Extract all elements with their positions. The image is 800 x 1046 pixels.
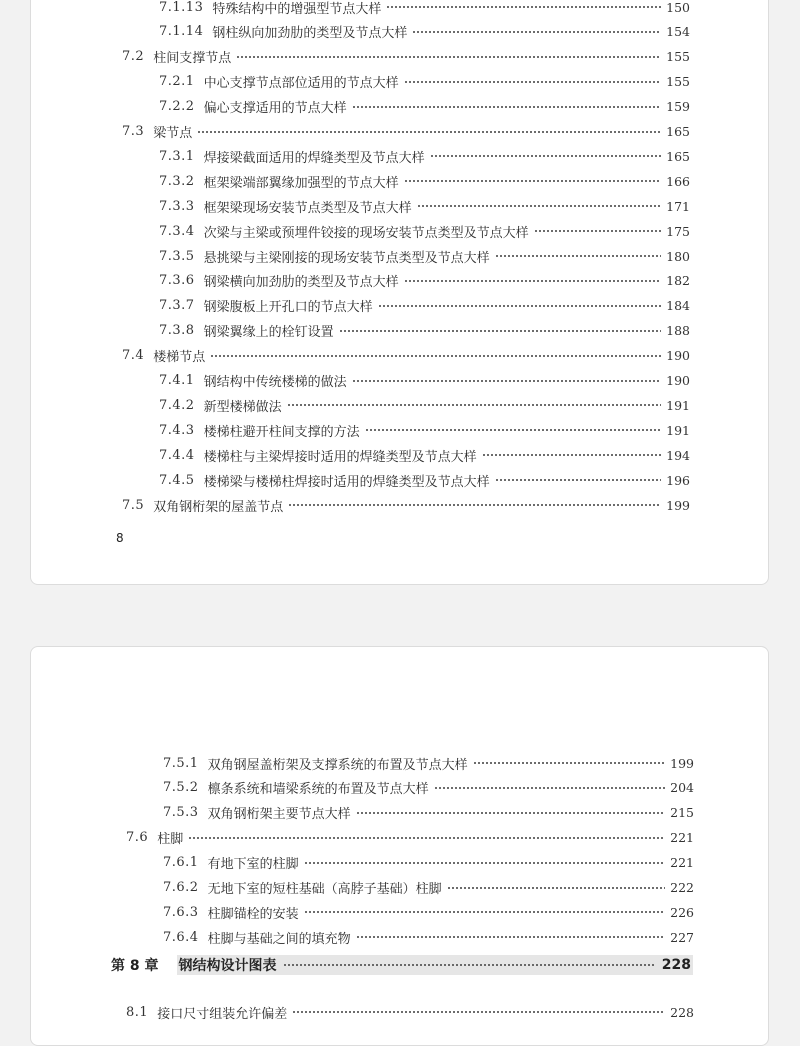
toc-number: 7.4.4: [159, 447, 195, 463]
leader-dots: [210, 351, 661, 361]
toc-subsection-entry[interactable]: [159, 145, 690, 167]
toc-subsection-entry[interactable]: [159, 71, 690, 93]
toc-page-number: 154: [666, 24, 690, 40]
toc-title: 檩条系统和墙梁系统的布置及节点大样: [207, 782, 429, 798]
toc-number: 7.6.2: [163, 880, 199, 895]
leader-dots: [430, 151, 662, 161]
leader-dots: [287, 400, 662, 410]
leader-dots: [404, 77, 662, 87]
leader-dots: [482, 450, 662, 460]
toc-title: 偏心支撑适用的节点大样: [203, 101, 347, 117]
toc-page-number: 190: [666, 373, 690, 388]
toc-subsection-entry[interactable]: [159, 295, 690, 317]
leader-dots: [495, 475, 662, 485]
toc-title: 双角钢桁架的屋盖节点: [153, 499, 284, 515]
leader-dots: [356, 808, 666, 818]
toc-subsection-entry[interactable]: [159, 220, 690, 242]
toc-title: 楼梯梁与楼梯柱焊接时适用的焊缝类型及节点大样: [203, 474, 490, 490]
toc-title: 钢梁腹板上开孔口的节点大样: [203, 300, 373, 316]
toc-page-number: 226: [670, 904, 694, 920]
leader-dots: [404, 276, 662, 286]
toc-number: 7.4.5: [159, 472, 195, 488]
toc-page-number: 159: [666, 99, 690, 115]
toc-page-number: 155: [666, 74, 690, 90]
toc-subsection-entry[interactable]: [163, 877, 694, 899]
leader-dots: [197, 127, 661, 137]
toc-number: 7.3.5: [159, 248, 195, 264]
toc-number: 7.3.2: [159, 173, 195, 189]
toc-page-number: 171: [666, 198, 690, 214]
toc-subsection-entry[interactable]: [159, 394, 690, 416]
toc-title: 柱脚锚栓的安装: [207, 906, 299, 922]
toc-title: 钢梁横向加劲肋的类型及节点大样: [203, 275, 399, 291]
toc-title: 梁节点: [153, 126, 193, 141]
toc-number: 7.4.3: [159, 422, 195, 438]
toc-page-number: 196: [666, 472, 690, 488]
toc-title: 次梁与主梁或预埋件铰接的现场安装节点类型及节点大样: [203, 225, 529, 241]
toc-page-number: 194: [666, 447, 690, 463]
leader-dots: [236, 52, 661, 62]
toc-title: 双角钢屋盖桁架及支撑系统的布置及节点大样: [207, 757, 468, 773]
toc-number: 7.4: [122, 348, 145, 364]
toc-title: 特殊结构中的增强型节点大样: [212, 1, 382, 17]
toc-page-number: 166: [666, 173, 690, 189]
leader-dots: [434, 783, 666, 793]
leader-dots: [417, 201, 662, 211]
toc-number: 7.2.1: [159, 74, 195, 90]
toc-title: 中心支撑节点部位适用的节点大样: [203, 76, 399, 92]
toc-section-entry[interactable]: [122, 494, 690, 516]
toc-title: 焊接梁截面适用的焊缝类型及节点大样: [203, 150, 425, 166]
toc-number: 7.3: [122, 124, 145, 139]
toc-page-number: 199: [670, 755, 694, 771]
toc-title: 无地下室的短柱基础（高脖子基础）柱脚: [207, 882, 442, 897]
toc-subsection-entry[interactable]: [163, 901, 694, 923]
toc-number: 7.4.2: [159, 397, 195, 413]
toc-number: 7.2.2: [159, 99, 195, 115]
toc-page-number: 182: [666, 273, 690, 289]
toc-number: 7.5.2: [163, 780, 199, 796]
toc-number: 8.1: [126, 1004, 149, 1020]
toc-page-number: 155: [666, 49, 690, 65]
toc-page-number: 184: [666, 298, 690, 314]
toc-page-number: 191: [666, 397, 690, 413]
toc-subsection-entry[interactable]: [159, 21, 690, 43]
toc-number: 7.3.4: [159, 223, 195, 239]
leader-dots: [304, 858, 666, 868]
toc-number: 7.3.6: [159, 273, 195, 289]
toc-page-number: 150: [666, 0, 690, 15]
toc-page-number: 221: [670, 830, 694, 846]
toc-number: 7.3.8: [159, 323, 195, 339]
leader-dots: [386, 2, 661, 12]
toc-number: 7.5.1: [163, 755, 199, 771]
toc-title: 有地下室的柱脚: [207, 857, 299, 873]
toc-subsection-entry[interactable]: [159, 270, 690, 292]
toc-title: 框架梁现场安装节点类型及节点大样: [203, 200, 412, 216]
toc-subsection-entry[interactable]: [159, 370, 690, 392]
toc-number: 7.6.1: [163, 855, 199, 871]
toc-page-number: 222: [670, 880, 694, 895]
leader-dots: [352, 376, 662, 386]
toc-page-number: 180: [666, 248, 690, 264]
toc-subsection-entry[interactable]: [159, 419, 690, 441]
toc-title: 柱间支撑节点: [153, 51, 232, 67]
leader-dots: [473, 758, 666, 768]
toc-subsection-entry[interactable]: [159, 0, 690, 18]
document-page-1: [30, 0, 769, 585]
toc-subsection-entry[interactable]: [163, 752, 694, 774]
toc-title: 楼梯柱避开柱间支撑的方法: [203, 424, 360, 440]
leader-dots: [304, 907, 666, 917]
toc-page-number: 215: [670, 805, 694, 821]
toc-number: 7.6.4: [163, 929, 199, 945]
leader-dots: [352, 102, 662, 112]
toc-page-number: 191: [666, 422, 690, 438]
leader-dots: [412, 27, 661, 37]
toc-chapter-heading[interactable]: [111, 954, 693, 976]
leader-dots: [378, 301, 662, 311]
toc-number: 7.3.1: [159, 148, 195, 164]
toc-page-number: 165: [666, 124, 690, 139]
toc-subsection-entry[interactable]: [159, 170, 690, 192]
leader-dots: [188, 833, 665, 843]
toc-number: 7.1.13: [159, 0, 204, 15]
toc-title: 框架梁端部翼缘加强型的节点大样: [203, 175, 399, 191]
leader-dots: [339, 326, 662, 336]
toc-number: 7.6.3: [163, 904, 199, 920]
toc-section-entry[interactable]: [126, 827, 694, 849]
toc-title: 柱脚: [157, 832, 184, 848]
toc-page-number: 204: [670, 780, 694, 796]
toc-title: 钢柱纵向加劲肋的类型及节点大样: [212, 26, 408, 42]
toc-title: 新型楼梯做法: [203, 399, 282, 415]
leader-dots: [365, 425, 662, 435]
toc-section-entry[interactable]: [122, 345, 690, 367]
toc-section-entry[interactable]: [122, 46, 690, 68]
toc-subsection-entry[interactable]: [159, 96, 690, 118]
leader-dots: [534, 226, 662, 236]
toc-number: 7.3.7: [159, 298, 195, 314]
leader-dots: [404, 176, 662, 186]
toc-subsection-entry[interactable]: [163, 802, 694, 824]
toc-title: 楼梯节点: [153, 350, 206, 366]
leader-dots: [283, 960, 656, 970]
toc-page-number: 221: [670, 855, 694, 871]
chapter-title: 钢结构设计图表: [178, 958, 277, 974]
toc-subsection-entry[interactable]: [159, 195, 690, 217]
toc-number: 7.2: [122, 49, 145, 65]
leader-dots: [288, 500, 661, 510]
toc-title: 楼梯柱与主梁焊接时适用的焊缝类型及节点大样: [203, 449, 477, 465]
toc-page-number: 188: [666, 323, 690, 339]
toc-subsection-entry[interactable]: [159, 444, 690, 466]
toc-number: 7.3.3: [159, 198, 195, 214]
toc-subsection-entry[interactable]: [163, 852, 694, 874]
toc-title: 双角钢桁架主要节点大样: [207, 807, 351, 823]
document-page-2: [30, 646, 769, 1046]
toc-page-number: 199: [666, 497, 690, 513]
chapter-label: 第 8 章: [111, 958, 159, 974]
toc-subsection-entry[interactable]: [163, 926, 694, 948]
chapter-page-number: 228: [661, 957, 691, 973]
leader-dots: [495, 251, 662, 261]
toc-title: 悬挑梁与主梁刚接的现场安装节点类型及节点大样: [203, 250, 490, 266]
toc-page-number: 165: [666, 148, 690, 164]
toc-subsection-entry[interactable]: [159, 320, 690, 342]
toc-title: 钢梁翼缘上的栓钉设置: [203, 325, 334, 341]
toc-page-number: 228: [670, 1004, 694, 1020]
toc-number: 7.4.1: [159, 373, 195, 388]
toc-page-number: 175: [666, 223, 690, 239]
toc-title: 钢结构中传统楼梯的做法: [203, 375, 347, 390]
toc-number: 7.5: [122, 497, 145, 513]
toc-number: 7.5.3: [163, 805, 199, 821]
toc-page-number: 190: [666, 348, 690, 364]
leader-dots: [292, 1007, 665, 1017]
toc-number: 7.6: [126, 830, 149, 846]
chapter-band: [177, 955, 694, 975]
toc-subsection-entry[interactable]: [159, 469, 690, 491]
toc-title: 接口尺寸组装允许偏差: [157, 1006, 288, 1022]
leader-dots: [447, 883, 666, 893]
toc-section-entry[interactable]: [126, 1001, 694, 1023]
toc-number: 7.1.14: [159, 24, 204, 40]
toc-subsection-entry[interactable]: [163, 777, 694, 799]
page-number: 8: [116, 531, 124, 545]
toc-section-entry[interactable]: [122, 121, 690, 143]
leader-dots: [356, 932, 666, 942]
toc-page-number: 227: [670, 929, 694, 945]
toc-title: 柱脚与基础之间的填充物: [207, 931, 351, 947]
toc-subsection-entry[interactable]: [159, 245, 690, 267]
